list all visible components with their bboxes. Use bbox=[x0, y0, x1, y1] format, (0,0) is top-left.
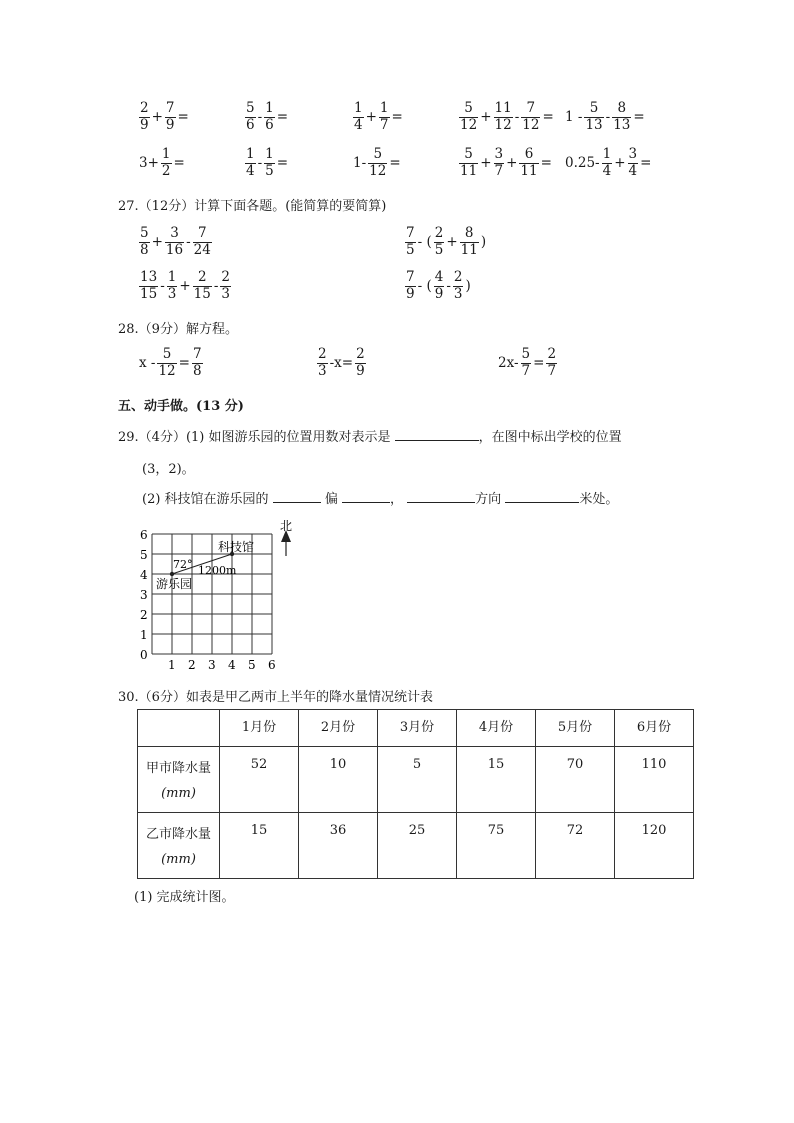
table-header-cell: 4月份 bbox=[457, 710, 536, 747]
table-cell: 120 bbox=[615, 813, 694, 879]
table-header-cell: 1月份 bbox=[220, 710, 299, 747]
answer-blank[interactable] bbox=[342, 490, 390, 503]
table-header-cell: 3月份 bbox=[378, 710, 457, 747]
north-label: 北 bbox=[280, 520, 293, 533]
table-row bbox=[138, 747, 694, 813]
x-tick-label: 0 bbox=[140, 648, 148, 662]
calc-item: $\frac{5}{6}$ - $\frac{1}{6}$ = bbox=[246, 100, 289, 133]
calc-item: $\frac{1}{4}$ - $\frac{1}{5}$ = bbox=[246, 146, 289, 179]
calc-item: $\frac{2}{9}$ + $\frac{7}{9}$ = bbox=[140, 100, 189, 133]
table-cell: 10 bbox=[299, 747, 378, 813]
table-cell: 110 bbox=[615, 747, 694, 813]
table-cell: 5 bbox=[378, 747, 457, 813]
q30-title: 30.（6分）如表是甲乙两市上半年的降水量情况统计表 bbox=[118, 690, 433, 705]
rainfall-table bbox=[137, 709, 694, 879]
museum-label: 科技馆 bbox=[218, 540, 255, 554]
table-corner-cell bbox=[138, 710, 220, 747]
calc-item: $\frac{5}{12}$ + $\frac{11}{12}$ - $\frac{7}{12}$ = bbox=[460, 100, 554, 133]
park-label: 游乐园 bbox=[156, 577, 193, 591]
q29-line-1: 29.（4分）(1) 如图游乐园的位置用数对表示是 ，在图中标出学校的位置 bbox=[118, 430, 622, 445]
y-tick-label: 1 bbox=[140, 628, 148, 642]
q27-expr-4: $\frac{7}{9}$ - ( $\frac{4}{9}$ - $\frac{2}{3}$ ) bbox=[406, 269, 471, 302]
q28-title: 28.（9分）解方程。 bbox=[118, 322, 238, 337]
q27-expr-3: $\frac{13}{15}$ - $\frac{1}{3}$ + $\frac{2}{15}$ - $\frac{2}{3}$ bbox=[140, 269, 230, 302]
table-header-cell: 5月份 bbox=[536, 710, 615, 747]
y-tick-label: 4 bbox=[140, 568, 148, 582]
park-point bbox=[170, 572, 174, 576]
equation-1: x - $\frac{5}{12}$ = $\frac{7}{8}$ bbox=[139, 346, 202, 379]
calc-item: 1 - $\frac{5}{13}$ - $\frac{8}{13}$ = bbox=[565, 100, 645, 133]
y-tick-label: 6 bbox=[140, 528, 148, 542]
x-tick-label: 5 bbox=[248, 658, 256, 670]
q27-expr-1: $\frac{5}{8}$ + $\frac{3}{16}$ - $\frac{7}{24}$ bbox=[140, 225, 211, 258]
q27-expr-2: $\frac{7}{5}$ - ( $\frac{2}{5}$ + $\frac{8}{11}$ ) bbox=[406, 225, 487, 258]
table-header-row bbox=[138, 710, 694, 747]
table-cell: 25 bbox=[378, 813, 457, 879]
q27-title: 27.（12分）计算下面各题。(能简算的要简算) bbox=[118, 199, 387, 214]
table-cell: 75 bbox=[457, 813, 536, 879]
calc-item: 0.25- $\frac{1}{4}$ + $\frac{3}{4}$ = bbox=[565, 146, 652, 179]
table-cell: 72 bbox=[536, 813, 615, 879]
x-tick-label: 6 bbox=[268, 658, 276, 670]
angle-label: 72° bbox=[173, 558, 193, 571]
table-cell: 15 bbox=[220, 813, 299, 879]
distance-label: 1200m bbox=[198, 564, 237, 577]
table-cell: 15 bbox=[457, 747, 536, 813]
q30-sub-1: (1) 完成统计图。 bbox=[134, 890, 235, 905]
x-tick-label: 3 bbox=[208, 658, 216, 670]
answer-blank[interactable] bbox=[273, 490, 321, 503]
table-cell: 52 bbox=[220, 747, 299, 813]
calc-item: 1- $\frac{5}{12}$ = bbox=[353, 146, 401, 179]
y-tick-label: 5 bbox=[140, 548, 148, 562]
table-cell: 36 bbox=[299, 813, 378, 879]
y-tick-label: 3 bbox=[140, 588, 148, 602]
table-header-cell: 6月份 bbox=[615, 710, 694, 747]
answer-blank[interactable] bbox=[505, 490, 579, 503]
section-five-heading: 五、动手做。(13 分) bbox=[118, 399, 244, 414]
equation-3: 2x- $\frac{5}{7}$ = $\frac{2}{7}$ bbox=[498, 346, 557, 379]
row-label-city-a: 甲市降水量 (mm) bbox=[138, 747, 220, 813]
y-tick-label: 2 bbox=[140, 608, 148, 622]
table-header-cell: 2月份 bbox=[299, 710, 378, 747]
q29-line-2: (3，2)。 bbox=[142, 462, 195, 477]
calc-item: $\frac{1}{4}$ + $\frac{1}{7}$ = bbox=[354, 100, 403, 133]
table-cell: 70 bbox=[536, 747, 615, 813]
calc-item: $\frac{5}{11}$ + $\frac{3}{7}$ + $\frac{6}{11}$ = bbox=[460, 146, 552, 179]
x-tick-label: 1 bbox=[168, 658, 176, 670]
answer-blank[interactable] bbox=[407, 490, 475, 503]
calc-item: 3+ $\frac{1}{2}$ = bbox=[139, 146, 185, 179]
equation-2: $\frac{2}{3}$ -x= $\frac{2}{9}$ bbox=[318, 346, 365, 379]
x-tick-label: 4 bbox=[228, 658, 236, 670]
answer-blank[interactable] bbox=[395, 428, 479, 441]
row-label-city-b: 乙市降水量 (mm) bbox=[138, 813, 220, 879]
coordinate-grid bbox=[134, 520, 304, 670]
table-row bbox=[138, 813, 694, 879]
x-tick-label: 2 bbox=[188, 658, 196, 670]
q29-part-2: (2) 科技馆在游乐园的 偏 ， 方向 米处。 bbox=[142, 492, 619, 507]
